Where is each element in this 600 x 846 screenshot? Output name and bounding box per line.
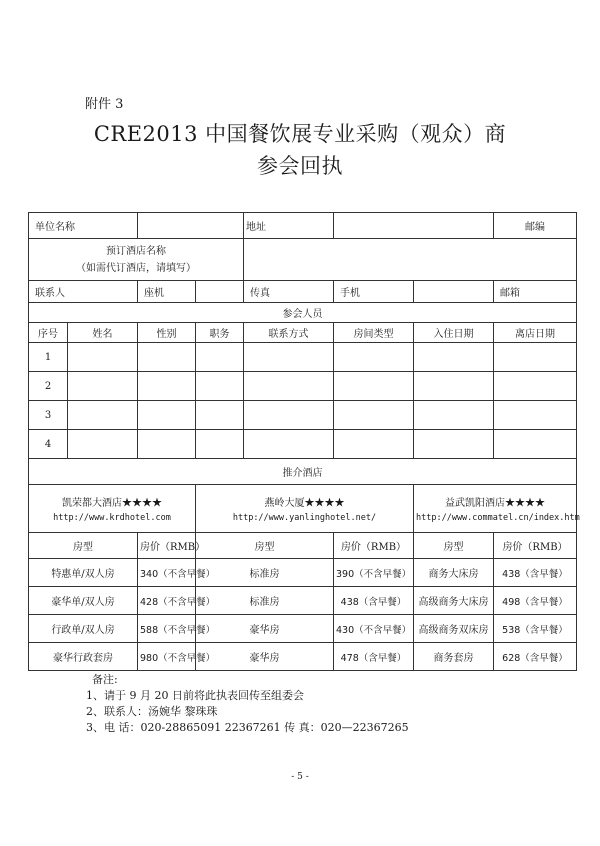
room-type-header: 房型 [196,533,334,559]
page-number: - 5 - [291,772,309,782]
recommended-title: 推介酒店 [29,459,577,485]
attendee-cell[interactable] [138,401,196,430]
price-row [29,559,577,587]
attachment-label: 附件 3 [85,97,124,112]
row-number: 3 [29,401,68,430]
attendee-cell[interactable] [138,430,196,459]
col-header: 联系方式 [244,323,334,343]
room-price: 538（含早餐） [494,615,577,643]
room-type: 特惠单/双人房 [29,559,138,587]
hotel-name: 益武凯阳酒店★★★★ [445,498,545,509]
attendee-cell[interactable] [68,430,138,459]
note-line: 1、请于 9 月 20 日前将此执表回传至组委会 [86,689,304,702]
fax-label: 传真 [244,281,334,303]
price-row [29,587,577,615]
attendee-cell[interactable] [138,343,196,372]
note-line: 2、联系人：汤婉华 黎珠珠 [86,705,218,718]
room-type: 高级商务大床房 [414,587,494,615]
contact-label: 联系人 [29,281,138,303]
hotel-url-link[interactable]: http://www.krdhotel.com [53,513,171,523]
room-type: 标准房 [196,587,334,615]
hotel-name: 凯荣都大酒店★★★★ [62,498,162,509]
document-title: CRE2013 中国餐饮展专业采购（观众）商 [93,122,507,146]
room-type: 豪华房 [196,643,334,671]
mobile-label: 手机 [334,281,414,303]
address-field[interactable] [334,213,494,239]
room-type: 商务套房 [414,643,494,671]
notes-section [86,672,409,736]
room-type: 商务大床房 [414,559,494,587]
hotel-cell [196,485,414,533]
room-price: 390（不含早餐） [334,559,414,587]
attendees-title-row [29,303,577,323]
attendee-cell[interactable] [68,372,138,401]
postcode-label: 邮编 [525,222,545,233]
hotel-booking-label-cell [29,239,244,281]
unit-row [29,213,577,239]
attendee-cell[interactable] [334,401,414,430]
email-label: 邮箱 [494,281,577,303]
attendee-cell[interactable] [244,372,334,401]
price-header: 房价（RMB） [494,533,577,559]
attendee-cell[interactable] [414,430,494,459]
col-header: 入住日期 [414,323,494,343]
room-price: 340（不含早餐） [138,559,196,587]
attendee-cell[interactable] [414,372,494,401]
room-price: 428（不含早餐） [138,587,196,615]
attendee-cell[interactable] [414,401,494,430]
col-header: 序号 [29,323,68,343]
hotel-name: 燕岭大厦★★★★ [264,498,345,509]
price-header: 房价（RMB） [138,533,196,559]
hotel-url-link[interactable]: http://www.commatel.cn/index.htm [416,513,580,523]
recommended-title-row [29,459,577,485]
attendee-cell[interactable] [196,343,244,372]
attendee-cell[interactable] [138,372,196,401]
room-type: 行政单/双人房 [29,615,138,643]
price-header: 房价（RMB） [334,533,414,559]
attendee-cell[interactable] [334,372,414,401]
room-type: 标准房 [196,559,334,587]
room-price: 430（不含早餐） [334,615,414,643]
attendee-row [29,401,577,430]
attendee-cell[interactable] [244,430,334,459]
room-type: 高级商务双床房 [414,615,494,643]
attendee-cell[interactable] [334,430,414,459]
room-price: 980（不含早餐） [138,643,196,671]
col-header: 职务 [196,323,244,343]
attendee-cell[interactable] [494,372,577,401]
room-price: 438（含早餐） [334,587,414,615]
room-price: 438（含早餐） [494,559,577,587]
landline-field[interactable] [196,281,244,303]
row-number: 4 [29,430,68,459]
row-number: 2 [29,372,68,401]
postcode-cell[interactable] [494,213,577,239]
attendee-cell[interactable] [244,343,334,372]
col-header: 姓名 [68,323,138,343]
attendees-title: 参会人员 [29,303,577,323]
attendee-cell[interactable] [494,343,577,372]
unit-name-label: 单位名称 [29,213,138,239]
room-type: 豪华行政套房 [29,643,138,671]
room-type-header: 房型 [414,533,494,559]
attendee-cell[interactable] [68,343,138,372]
attendee-row [29,343,577,372]
attendee-cell[interactable] [494,430,577,459]
address-label: 地址 [244,213,334,239]
attendee-cell[interactable] [494,401,577,430]
attendee-cell[interactable] [244,401,334,430]
attendees-header-row [29,323,577,343]
col-header: 性别 [138,323,196,343]
col-header: 离店日期 [494,323,577,343]
room-type-header: 房型 [29,533,138,559]
hotels-row [29,485,577,533]
registration-form-table [28,212,580,671]
room-type: 豪华房 [196,615,334,643]
unit-name-field[interactable] [138,213,244,239]
landline-label: 座机 [138,281,196,303]
hotel-cell [29,485,196,533]
attendee-row [29,372,577,401]
hotel-booking-field[interactable] [244,239,577,281]
note-line: 3、电 话：020-28865091 22367261 传 真：020—22367265 [86,721,409,734]
col-header: 房间类型 [334,323,414,343]
room-type: 豪华单/双人房 [29,587,138,615]
attendee-cell[interactable] [68,401,138,430]
price-row [29,615,577,643]
contact-row [29,281,577,303]
hotel-booking-row [29,239,577,281]
row-number: 1 [29,343,68,372]
attendee-cell[interactable] [196,401,244,430]
attendee-cell[interactable] [196,372,244,401]
hotel-booking-note: （如需代订酒店，请填写） [76,262,196,274]
price-header-row [29,533,577,559]
attendee-cell[interactable] [414,343,494,372]
hotel-cell [414,485,580,533]
attendee-cell[interactable] [334,343,414,372]
mobile-field[interactable] [414,281,494,303]
attendee-cell[interactable] [196,430,244,459]
room-price: 498（含早餐） [494,587,577,615]
room-price: 628（含早餐） [494,643,577,671]
room-price: 588（不含早餐） [138,615,196,643]
notes-header: 备注: [92,673,118,686]
hotel-url-link[interactable]: http://www.yanlinghotel.net/ [232,513,377,523]
attendee-row [29,430,577,459]
hotel-booking-label: 预订酒店名称 [106,245,166,257]
document-subtitle: 参会回执 [257,154,343,178]
room-price: 478（含早餐） [334,643,414,671]
price-row [29,643,577,671]
